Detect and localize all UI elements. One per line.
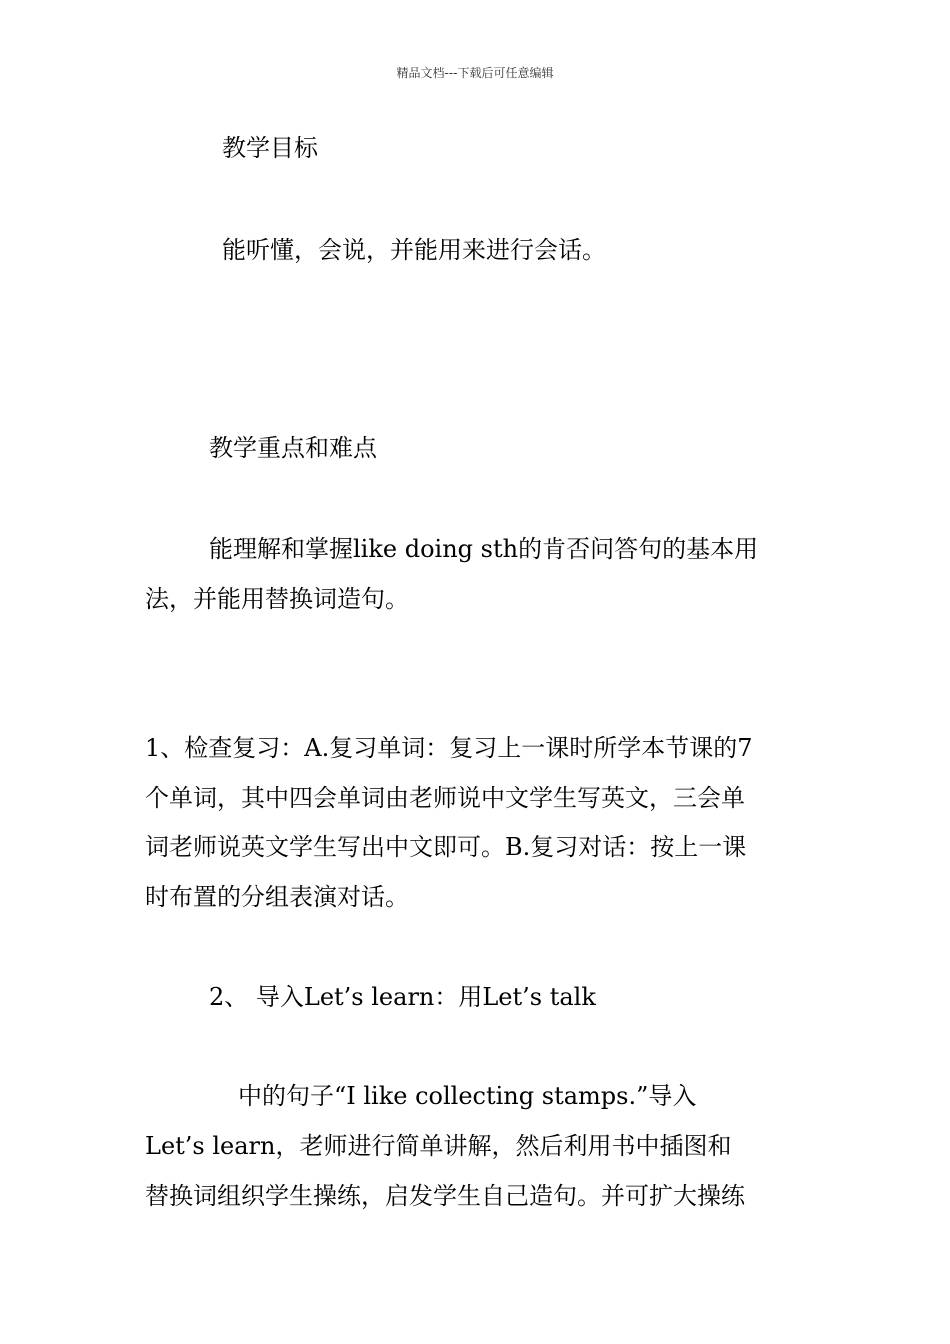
page-header: 精品文档---下载后可任意编辑	[396, 66, 554, 80]
step-2-line-1: 2、 导入Let’s learn：用Let’s talk	[209, 983, 596, 1011]
section-heading-key-points: 教学重点和难点	[209, 434, 377, 462]
objectives-text: 能听懂，会说，并能用来进行会话。	[222, 236, 606, 264]
step-2-line-3: Let’s learn，老师进行简单讲解，然后利用书中插图和	[145, 1132, 732, 1160]
section-heading-objectives: 教学目标	[222, 134, 318, 162]
step-2-line-2: 中的句子“I like collecting stamps.”导入	[238, 1082, 697, 1110]
step-2-line-4: 替换词组织学生操练，启发学生自己造句。并可扩大操练	[145, 1182, 745, 1210]
step-1-line-4: 时布置的分组表演对话。	[145, 883, 409, 911]
key-points-line-2: 法，并能用替换词造句。	[145, 585, 409, 613]
key-points-line-1: 能理解和掌握like doing sth的肯否问答句的基本用	[209, 535, 759, 563]
step-1-line-2: 个单词，其中四会单词由老师说中文学生写英文，三会单	[145, 784, 745, 812]
step-1-line-1: 1、检查复习：A.复习单词：复习上一课时所学本节课的7	[145, 734, 753, 762]
step-1-line-3: 词老师说英文学生写出中文即可。B.复习对话：按上一课	[145, 833, 747, 861]
